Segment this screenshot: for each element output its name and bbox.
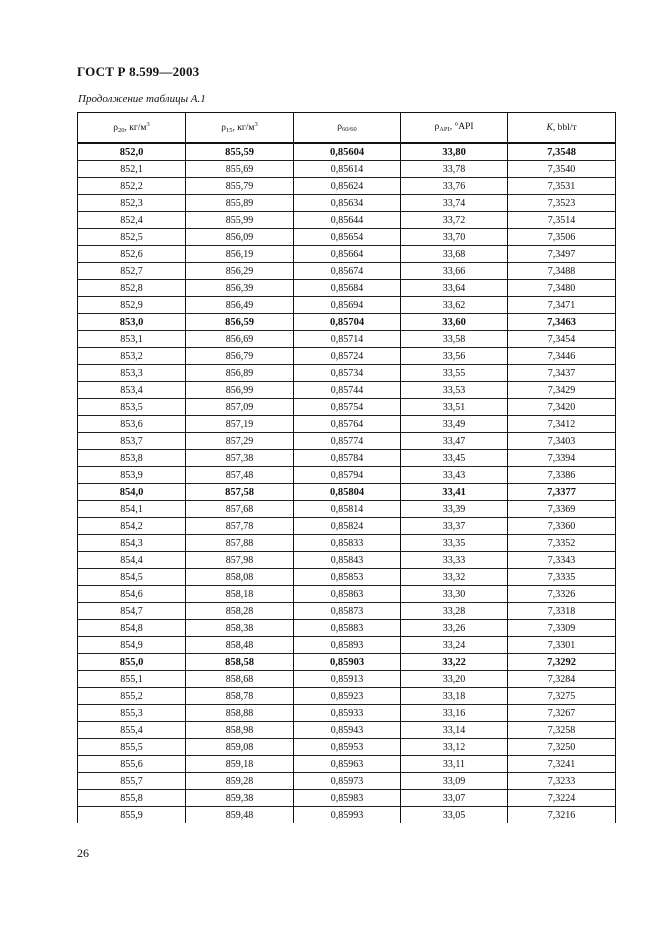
table-cell: 856,49 (186, 297, 294, 314)
table-cell: 0,85873 (294, 603, 401, 620)
table-cell: 0,85804 (294, 484, 401, 501)
table-cell: 7,3335 (508, 569, 616, 586)
table-cell: 856,19 (186, 246, 294, 263)
table-cell: 853,5 (78, 399, 186, 416)
table-cell: 855,59 (186, 143, 294, 161)
table-cell: 858,78 (186, 688, 294, 705)
table-cell: 854,9 (78, 637, 186, 654)
table-row (78, 382, 616, 399)
table-cell: 7,3446 (508, 348, 616, 365)
table-row (78, 518, 616, 535)
table-row (78, 535, 616, 552)
table-cell: 852,3 (78, 195, 186, 212)
table-cell: 0,85734 (294, 365, 401, 382)
header-symbol: ρ (221, 123, 227, 133)
table-cell: 7,3267 (508, 705, 616, 722)
table-row (78, 297, 616, 314)
table-cell: 33,74 (401, 195, 508, 212)
table-cell: 7,3216 (508, 807, 616, 824)
table-cell: 33,51 (401, 399, 508, 416)
table-cell: 33,49 (401, 416, 508, 433)
table-cell: 852,0 (78, 143, 186, 161)
table-cell: 7,3437 (508, 365, 616, 382)
table-row (78, 399, 616, 416)
table-cell: 7,3386 (508, 467, 616, 484)
table-cell: 7,3420 (508, 399, 616, 416)
table-cell: 0,85724 (294, 348, 401, 365)
table-cell: 852,7 (78, 263, 186, 280)
table-cell: 0,85993 (294, 807, 401, 824)
table-cell: 857,29 (186, 433, 294, 450)
table-cell: 856,09 (186, 229, 294, 246)
header-symbol: ρ (434, 122, 440, 132)
column-header-rho15 (186, 113, 294, 144)
table-row (78, 671, 616, 688)
table-row (78, 314, 616, 331)
table-cell: 33,68 (401, 246, 508, 263)
table-row (78, 280, 616, 297)
table-cell: 855,99 (186, 212, 294, 229)
table-cell: 33,35 (401, 535, 508, 552)
header-symbol: ρ (113, 123, 119, 133)
table-cell: 33,09 (401, 773, 508, 790)
table-cell: 33,60 (401, 314, 508, 331)
table-cell: 0,85684 (294, 280, 401, 297)
table-row (78, 246, 616, 263)
table-row (78, 722, 616, 739)
table-cell: 854,3 (78, 535, 186, 552)
table-cell: 859,08 (186, 739, 294, 756)
table-cell: 0,85644 (294, 212, 401, 229)
header-unit: , кг/м (124, 123, 147, 133)
table-cell: 0,85604 (294, 143, 401, 161)
table-row (78, 501, 616, 518)
table-cell: 33,62 (401, 297, 508, 314)
table-row (78, 688, 616, 705)
table-cell: 0,85913 (294, 671, 401, 688)
table-row (78, 365, 616, 382)
table-cell: 33,70 (401, 229, 508, 246)
table-row (78, 450, 616, 467)
table-cell: 7,3488 (508, 263, 616, 280)
table-cell: 854,7 (78, 603, 186, 620)
table-row (78, 195, 616, 212)
table-cell: 33,53 (401, 382, 508, 399)
header-unit: , кг/м (232, 123, 255, 133)
table-cell: 852,1 (78, 161, 186, 178)
table-cell: 856,89 (186, 365, 294, 382)
table-cell: 7,3301 (508, 637, 616, 654)
table-cell: 7,3514 (508, 212, 616, 229)
table-cell: 0,85923 (294, 688, 401, 705)
table-cell: 7,3284 (508, 671, 616, 688)
table-cell: 0,85764 (294, 416, 401, 433)
table-body (78, 143, 616, 823)
table-cell: 857,19 (186, 416, 294, 433)
table-cell: 0,85973 (294, 773, 401, 790)
table-row (78, 790, 616, 807)
table-cell: 0,85863 (294, 586, 401, 603)
table-cell: 33,14 (401, 722, 508, 739)
table-cell: 853,7 (78, 433, 186, 450)
table-row (78, 586, 616, 603)
table-cell: 858,58 (186, 654, 294, 671)
table-row (78, 569, 616, 586)
table-cell: 0,85634 (294, 195, 401, 212)
table-cell: 7,3429 (508, 382, 616, 399)
table-row (78, 603, 616, 620)
table-cell: 852,4 (78, 212, 186, 229)
header-superscript: 3 (254, 121, 258, 128)
table-cell: 7,3531 (508, 178, 616, 195)
table-cell: 7,3412 (508, 416, 616, 433)
table-row (78, 705, 616, 722)
table-cell: 855,4 (78, 722, 186, 739)
table-cell: 0,85963 (294, 756, 401, 773)
table-row (78, 263, 616, 280)
table-cell: 7,3497 (508, 246, 616, 263)
table-cell: 0,85903 (294, 654, 401, 671)
table-cell: 7,3352 (508, 535, 616, 552)
table-row (78, 484, 616, 501)
table-cell: 7,3403 (508, 433, 616, 450)
table-cell: 33,26 (401, 620, 508, 637)
table-cell: 858,28 (186, 603, 294, 620)
header-symbol: ρ (337, 122, 342, 132)
table-cell: 33,32 (401, 569, 508, 586)
table-cell: 33,12 (401, 739, 508, 756)
table-cell: 0,85694 (294, 297, 401, 314)
table-cell: 854,5 (78, 569, 186, 586)
document-title: ГОСТ Р 8.599—2003 (77, 64, 200, 79)
table-row (78, 161, 616, 178)
table-cell: 7,3292 (508, 654, 616, 671)
table-cell: 855,89 (186, 195, 294, 212)
table-cell: 33,37 (401, 518, 508, 535)
table-row (78, 807, 616, 824)
column-header-rho-api (401, 113, 508, 144)
table-cell: 0,85824 (294, 518, 401, 535)
table-cell: 0,85853 (294, 569, 401, 586)
table-cell: 0,85664 (294, 246, 401, 263)
table-cell: 33,05 (401, 807, 508, 824)
table-cell: 858,18 (186, 586, 294, 603)
column-header-rho20 (78, 113, 186, 144)
column-header-rho60-60 (294, 113, 401, 144)
table-cell: 7,3360 (508, 518, 616, 535)
table-cell: 7,3250 (508, 739, 616, 756)
table-cell: 7,3454 (508, 331, 616, 348)
table-cell: 0,85883 (294, 620, 401, 637)
table-cell: 857,98 (186, 552, 294, 569)
table-cell: 857,09 (186, 399, 294, 416)
table-cell: 857,68 (186, 501, 294, 518)
table-cell: 33,64 (401, 280, 508, 297)
table-cell: 33,22 (401, 654, 508, 671)
table-cell: 33,11 (401, 756, 508, 773)
header-symbol: K (546, 122, 553, 133)
table-cell: 7,3241 (508, 756, 616, 773)
table-cell: 859,28 (186, 773, 294, 790)
table-cell: 33,80 (401, 143, 508, 161)
table-cell: 0,85614 (294, 161, 401, 178)
table-cell: 854,6 (78, 586, 186, 603)
table-row (78, 143, 616, 161)
table-cell: 856,79 (186, 348, 294, 365)
table-cell: 853,8 (78, 450, 186, 467)
table-cell: 855,79 (186, 178, 294, 195)
table-cell: 7,3318 (508, 603, 616, 620)
table-cell: 856,99 (186, 382, 294, 399)
table-cell: 33,07 (401, 790, 508, 807)
table-cell: 0,85754 (294, 399, 401, 416)
table-cell: 854,0 (78, 484, 186, 501)
table-cell: 0,85674 (294, 263, 401, 280)
table-cell: 858,48 (186, 637, 294, 654)
table-cell: 856,39 (186, 280, 294, 297)
table-cell: 33,72 (401, 212, 508, 229)
table-cell: 858,98 (186, 722, 294, 739)
table-cell: 853,9 (78, 467, 186, 484)
header-subscript: 60/60 (341, 126, 357, 133)
table-cell: 33,30 (401, 586, 508, 603)
table-cell: 7,3369 (508, 501, 616, 518)
table-cell: 33,43 (401, 467, 508, 484)
table-cell: 0,85983 (294, 790, 401, 807)
table-cell: 859,18 (186, 756, 294, 773)
table-cell: 0,85744 (294, 382, 401, 399)
table-cell: 0,85794 (294, 467, 401, 484)
table-cell: 854,2 (78, 518, 186, 535)
table-cell: 855,2 (78, 688, 186, 705)
table-cell: 853,6 (78, 416, 186, 433)
table-row (78, 178, 616, 195)
page-number: 26 (77, 846, 89, 860)
header-subscript: 15 (226, 127, 233, 134)
table-cell: 0,85784 (294, 450, 401, 467)
table-cell: 0,85714 (294, 331, 401, 348)
table-cell: 853,4 (78, 382, 186, 399)
table-cell: 7,3343 (508, 552, 616, 569)
table-row (78, 433, 616, 450)
table-cell: 33,76 (401, 178, 508, 195)
table-cell: 857,88 (186, 535, 294, 552)
table-cell: 858,08 (186, 569, 294, 586)
table-cell: 33,78 (401, 161, 508, 178)
table-cell: 0,85943 (294, 722, 401, 739)
table-row (78, 654, 616, 671)
header-superscript: 3 (146, 121, 150, 128)
column-header-k (508, 113, 616, 144)
table-cell: 852,5 (78, 229, 186, 246)
table-cell: 33,28 (401, 603, 508, 620)
table-cell: 7,3233 (508, 773, 616, 790)
table-cell: 855,7 (78, 773, 186, 790)
header-unit: , °API (449, 122, 474, 132)
table-cell: 855,1 (78, 671, 186, 688)
table-cell: 855,3 (78, 705, 186, 722)
table-cell: 856,59 (186, 314, 294, 331)
table-cell: 855,0 (78, 654, 186, 671)
table-row (78, 416, 616, 433)
table-cell: 33,33 (401, 552, 508, 569)
table-cell: 0,85893 (294, 637, 401, 654)
table-cell: 0,85774 (294, 433, 401, 450)
table-cell: 0,85843 (294, 552, 401, 569)
table-cell: 7,3309 (508, 620, 616, 637)
table-row (78, 620, 616, 637)
density-table (77, 112, 616, 823)
header-unit: , bbl/т (552, 122, 577, 133)
table-cell: 33,20 (401, 671, 508, 688)
table-cell: 7,3540 (508, 161, 616, 178)
table-row (78, 756, 616, 773)
table-cell: 859,38 (186, 790, 294, 807)
table-cell: 852,2 (78, 178, 186, 195)
table-cell: 7,3394 (508, 450, 616, 467)
table-cell: 0,85624 (294, 178, 401, 195)
table-cell: 33,41 (401, 484, 508, 501)
table-row (78, 637, 616, 654)
table-cell: 856,69 (186, 331, 294, 348)
table-row (78, 467, 616, 484)
table-cell: 854,8 (78, 620, 186, 637)
table-cell: 33,16 (401, 705, 508, 722)
table-cell: 7,3275 (508, 688, 616, 705)
table-cell: 0,85814 (294, 501, 401, 518)
table-cell: 854,4 (78, 552, 186, 569)
table-cell: 857,58 (186, 484, 294, 501)
table-cell: 7,3377 (508, 484, 616, 501)
table-cell: 854,1 (78, 501, 186, 518)
table-caption: Продолжение таблицы А.1 (78, 93, 206, 105)
table-cell: 33,24 (401, 637, 508, 654)
table-cell: 7,3480 (508, 280, 616, 297)
table-cell: 33,39 (401, 501, 508, 518)
table-cell: 858,68 (186, 671, 294, 688)
table-cell: 852,9 (78, 297, 186, 314)
table-cell: 7,3506 (508, 229, 616, 246)
table-row (78, 212, 616, 229)
table-cell: 33,55 (401, 365, 508, 382)
header-row (78, 113, 616, 144)
header-subscript: 20 (118, 127, 125, 134)
table-cell: 33,47 (401, 433, 508, 450)
table-cell: 7,3463 (508, 314, 616, 331)
table-cell: 855,9 (78, 807, 186, 824)
table-cell: 852,8 (78, 280, 186, 297)
table-cell: 7,3523 (508, 195, 616, 212)
table-row (78, 739, 616, 756)
table-cell: 855,5 (78, 739, 186, 756)
table-row (78, 331, 616, 348)
table-cell: 33,66 (401, 263, 508, 280)
table-cell: 855,8 (78, 790, 186, 807)
table-cell: 852,6 (78, 246, 186, 263)
table-cell: 7,3258 (508, 722, 616, 739)
table-cell: 33,56 (401, 348, 508, 365)
table-cell: 33,45 (401, 450, 508, 467)
table-cell: 33,58 (401, 331, 508, 348)
table-cell: 858,38 (186, 620, 294, 637)
header-subscript: API (439, 126, 450, 133)
table-cell: 857,38 (186, 450, 294, 467)
table-cell: 7,3326 (508, 586, 616, 603)
table-cell: 853,1 (78, 331, 186, 348)
table-cell: 7,3224 (508, 790, 616, 807)
table-cell: 0,85953 (294, 739, 401, 756)
table-cell: 855,6 (78, 756, 186, 773)
table-cell: 857,48 (186, 467, 294, 484)
table-cell: 855,69 (186, 161, 294, 178)
table-cell: 7,3548 (508, 143, 616, 161)
table-row (78, 773, 616, 790)
table-cell: 0,85833 (294, 535, 401, 552)
table-cell: 858,88 (186, 705, 294, 722)
table-cell: 857,78 (186, 518, 294, 535)
table-cell: 853,0 (78, 314, 186, 331)
table-cell: 859,48 (186, 807, 294, 824)
table-cell: 7,3471 (508, 297, 616, 314)
table-row (78, 552, 616, 569)
table-cell: 0,85654 (294, 229, 401, 246)
table-row (78, 229, 616, 246)
table-cell: 853,2 (78, 348, 186, 365)
table-cell: 856,29 (186, 263, 294, 280)
table-row (78, 348, 616, 365)
table-cell: 0,85933 (294, 705, 401, 722)
table-cell: 853,3 (78, 365, 186, 382)
table-cell: 33,18 (401, 688, 508, 705)
table-cell: 0,85704 (294, 314, 401, 331)
